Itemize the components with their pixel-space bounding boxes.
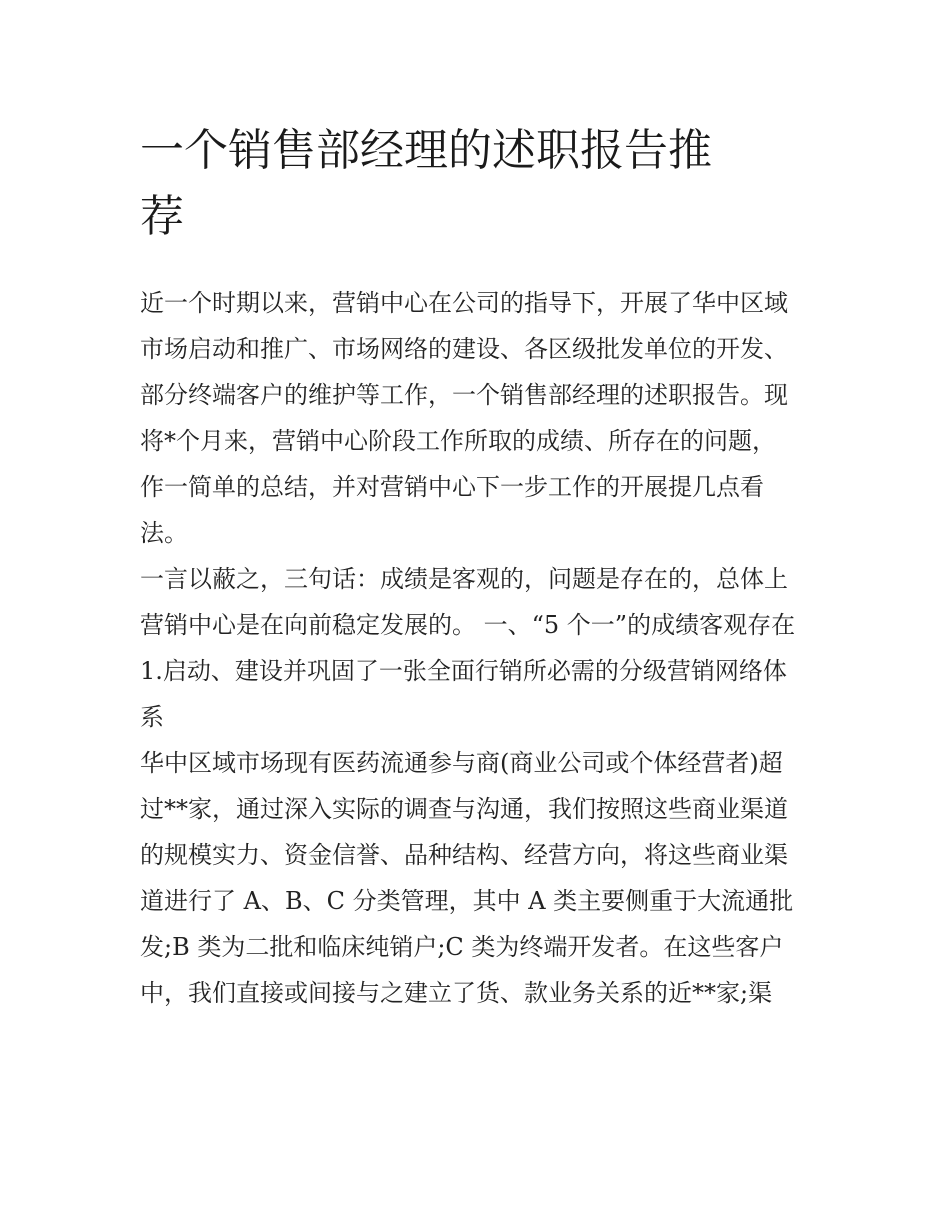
document-title [140, 118, 820, 250]
body-line: 法。 [140, 519, 188, 547]
body-line: 近一个时期以来，营销中心在公司的指导下，开展了华中区域 [140, 289, 788, 317]
body-line: 的规模实力、资金信誉、品种结构、经营方向，将这些商业渠 [140, 841, 788, 869]
body-line: 系 [140, 703, 164, 731]
body-line: 过**家，通过深入实际的调查与沟通，我们按照这些商业渠道 [140, 795, 788, 823]
title-line: 一个销售部经理的述职报告推 [140, 125, 712, 176]
body-line: 营销中心是在向前稳定发展的。 一、“5 个一”的成绩客观存在 [140, 611, 796, 639]
body-line: 一言以蔽之，三句话：成绩是客观的，问题是存在的，总体上 [140, 565, 788, 593]
title-line: 荐 [140, 191, 184, 242]
body-line: 中，我们直接或间接与之建立了货、款业务关系的近**家;渠 [140, 979, 773, 1007]
body-line: 市场启动和推广、市场网络的建设、各区级批发单位的开发、 [140, 335, 788, 363]
document-body [140, 280, 812, 1016]
body-line: 将*个月来，营销中心阶段工作所取的成绩、所存在的问题， [140, 427, 776, 455]
body-line: 作一简单的总结，并对营销中心下一步工作的开展提几点看 [140, 473, 764, 501]
body-line: 华中区域市场现有医药流通参与商(商业公司或个体经营者)超 [140, 749, 783, 777]
body-line: 部分终端客户的维护等工作，一个销售部经理的述职报告。现 [140, 381, 788, 409]
body-line: 道进行了 A、B、C 分类管理，其中 A 类主要侧重于大流通批 [140, 887, 794, 915]
body-line: 1.启动、建设并巩固了一张全面行销所必需的分级营销网络体 [140, 657, 787, 685]
body-line: 发;B 类为二批和临床纯销户;C 类为终端开发者。在这些客户 [140, 933, 784, 961]
